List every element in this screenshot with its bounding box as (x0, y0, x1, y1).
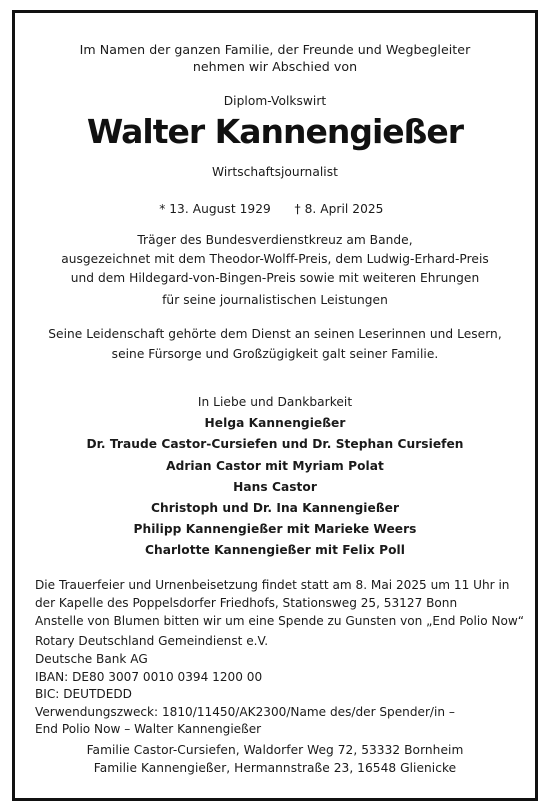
passion-line: Seine Leidenschaft gehörte dem Dienst an seinen Leserinnen und Lesern, (48, 327, 502, 341)
honors-line: für seine journalistischen Leistungen (162, 293, 388, 307)
donation-bic: BIC: DEUTDEDD (35, 687, 132, 701)
mourner-name: Philipp Kannengießer mit Marieke Weers (133, 522, 417, 536)
honors-line: und dem Hildegard-von-Bingen-Preis sowie mit weiteren Ehrungen (70, 271, 480, 285)
academic-title: Diplom-Volkswirt (223, 94, 327, 108)
intro-line-2: nehmen wir Abschied von (192, 59, 358, 74)
mourner-name: Hans Castor (233, 480, 317, 494)
mourner-name: Dr. Traude Castor-Cursiefen und Dr. Stephan Cursiefen (86, 437, 464, 451)
death-date: † 8. April 2025 (294, 202, 384, 216)
birth-date: * 13. August 1929 (159, 202, 271, 216)
deceased-name: Walter Kannengießer (86, 112, 464, 151)
donation-reference: Verwendungszweck: 1810/11450/AK2300/Name des/der Spender/in – (35, 705, 455, 719)
donation-reference: End Polio Now – Walter Kannengießer (35, 722, 262, 736)
family-address: Familie Kannengießer, Hermannstraße 23, 16548 Glienicke (93, 761, 457, 775)
family-address: Familie Castor-Cursiefen, Waldorfer Weg 72, 53332 Bornheim (86, 743, 464, 757)
service-details-line: der Kapelle des Poppelsdorfer Friedhofs, Stationsweg 25, 53127 Bonn (35, 596, 458, 610)
intro-line-1: Im Namen der ganzen Familie, der Freunde und Wegbegleiter (79, 42, 471, 57)
donation-recipient: Rotary Deutschland Gemeindienst e.V. (35, 634, 269, 648)
mourner-name: Christoph und Dr. Ina Kannengießer (150, 501, 400, 515)
service-details-line: Die Trauerfeier und Urnenbeisetzung findet statt am 8. Mai 2025 um 11 Uhr in (35, 578, 510, 592)
donation-request-line: Anstelle von Blumen bitten wir um eine Spende zu Gunsten von „End Polio Now“ (35, 614, 525, 628)
mourner-name: Adrian Castor mit Myriam Polat (166, 459, 384, 473)
honors-line: Träger des Bundesverdienstkreuz am Bande, (137, 233, 413, 247)
profession: Wirtschaftsjournalist (212, 165, 338, 179)
mourner-name: Helga Kannengießer (204, 416, 346, 430)
honors-line: ausgezeichnet mit dem Theodor-Wolff-Preis, dem Ludwig-Erhard-Preis (61, 252, 489, 266)
mourner-name: Charlotte Kannengießer mit Felix Poll (145, 543, 405, 557)
passion-line: seine Fürsorge und Großzügigkeit galt seiner Familie. (111, 347, 439, 361)
donation-bank: Deutsche Bank AG (35, 652, 148, 666)
mourners-intro: In Liebe und Dankbarkeit (197, 395, 353, 409)
donation-iban: IBAN: DE80 3007 0010 0394 1200 00 (35, 670, 263, 684)
